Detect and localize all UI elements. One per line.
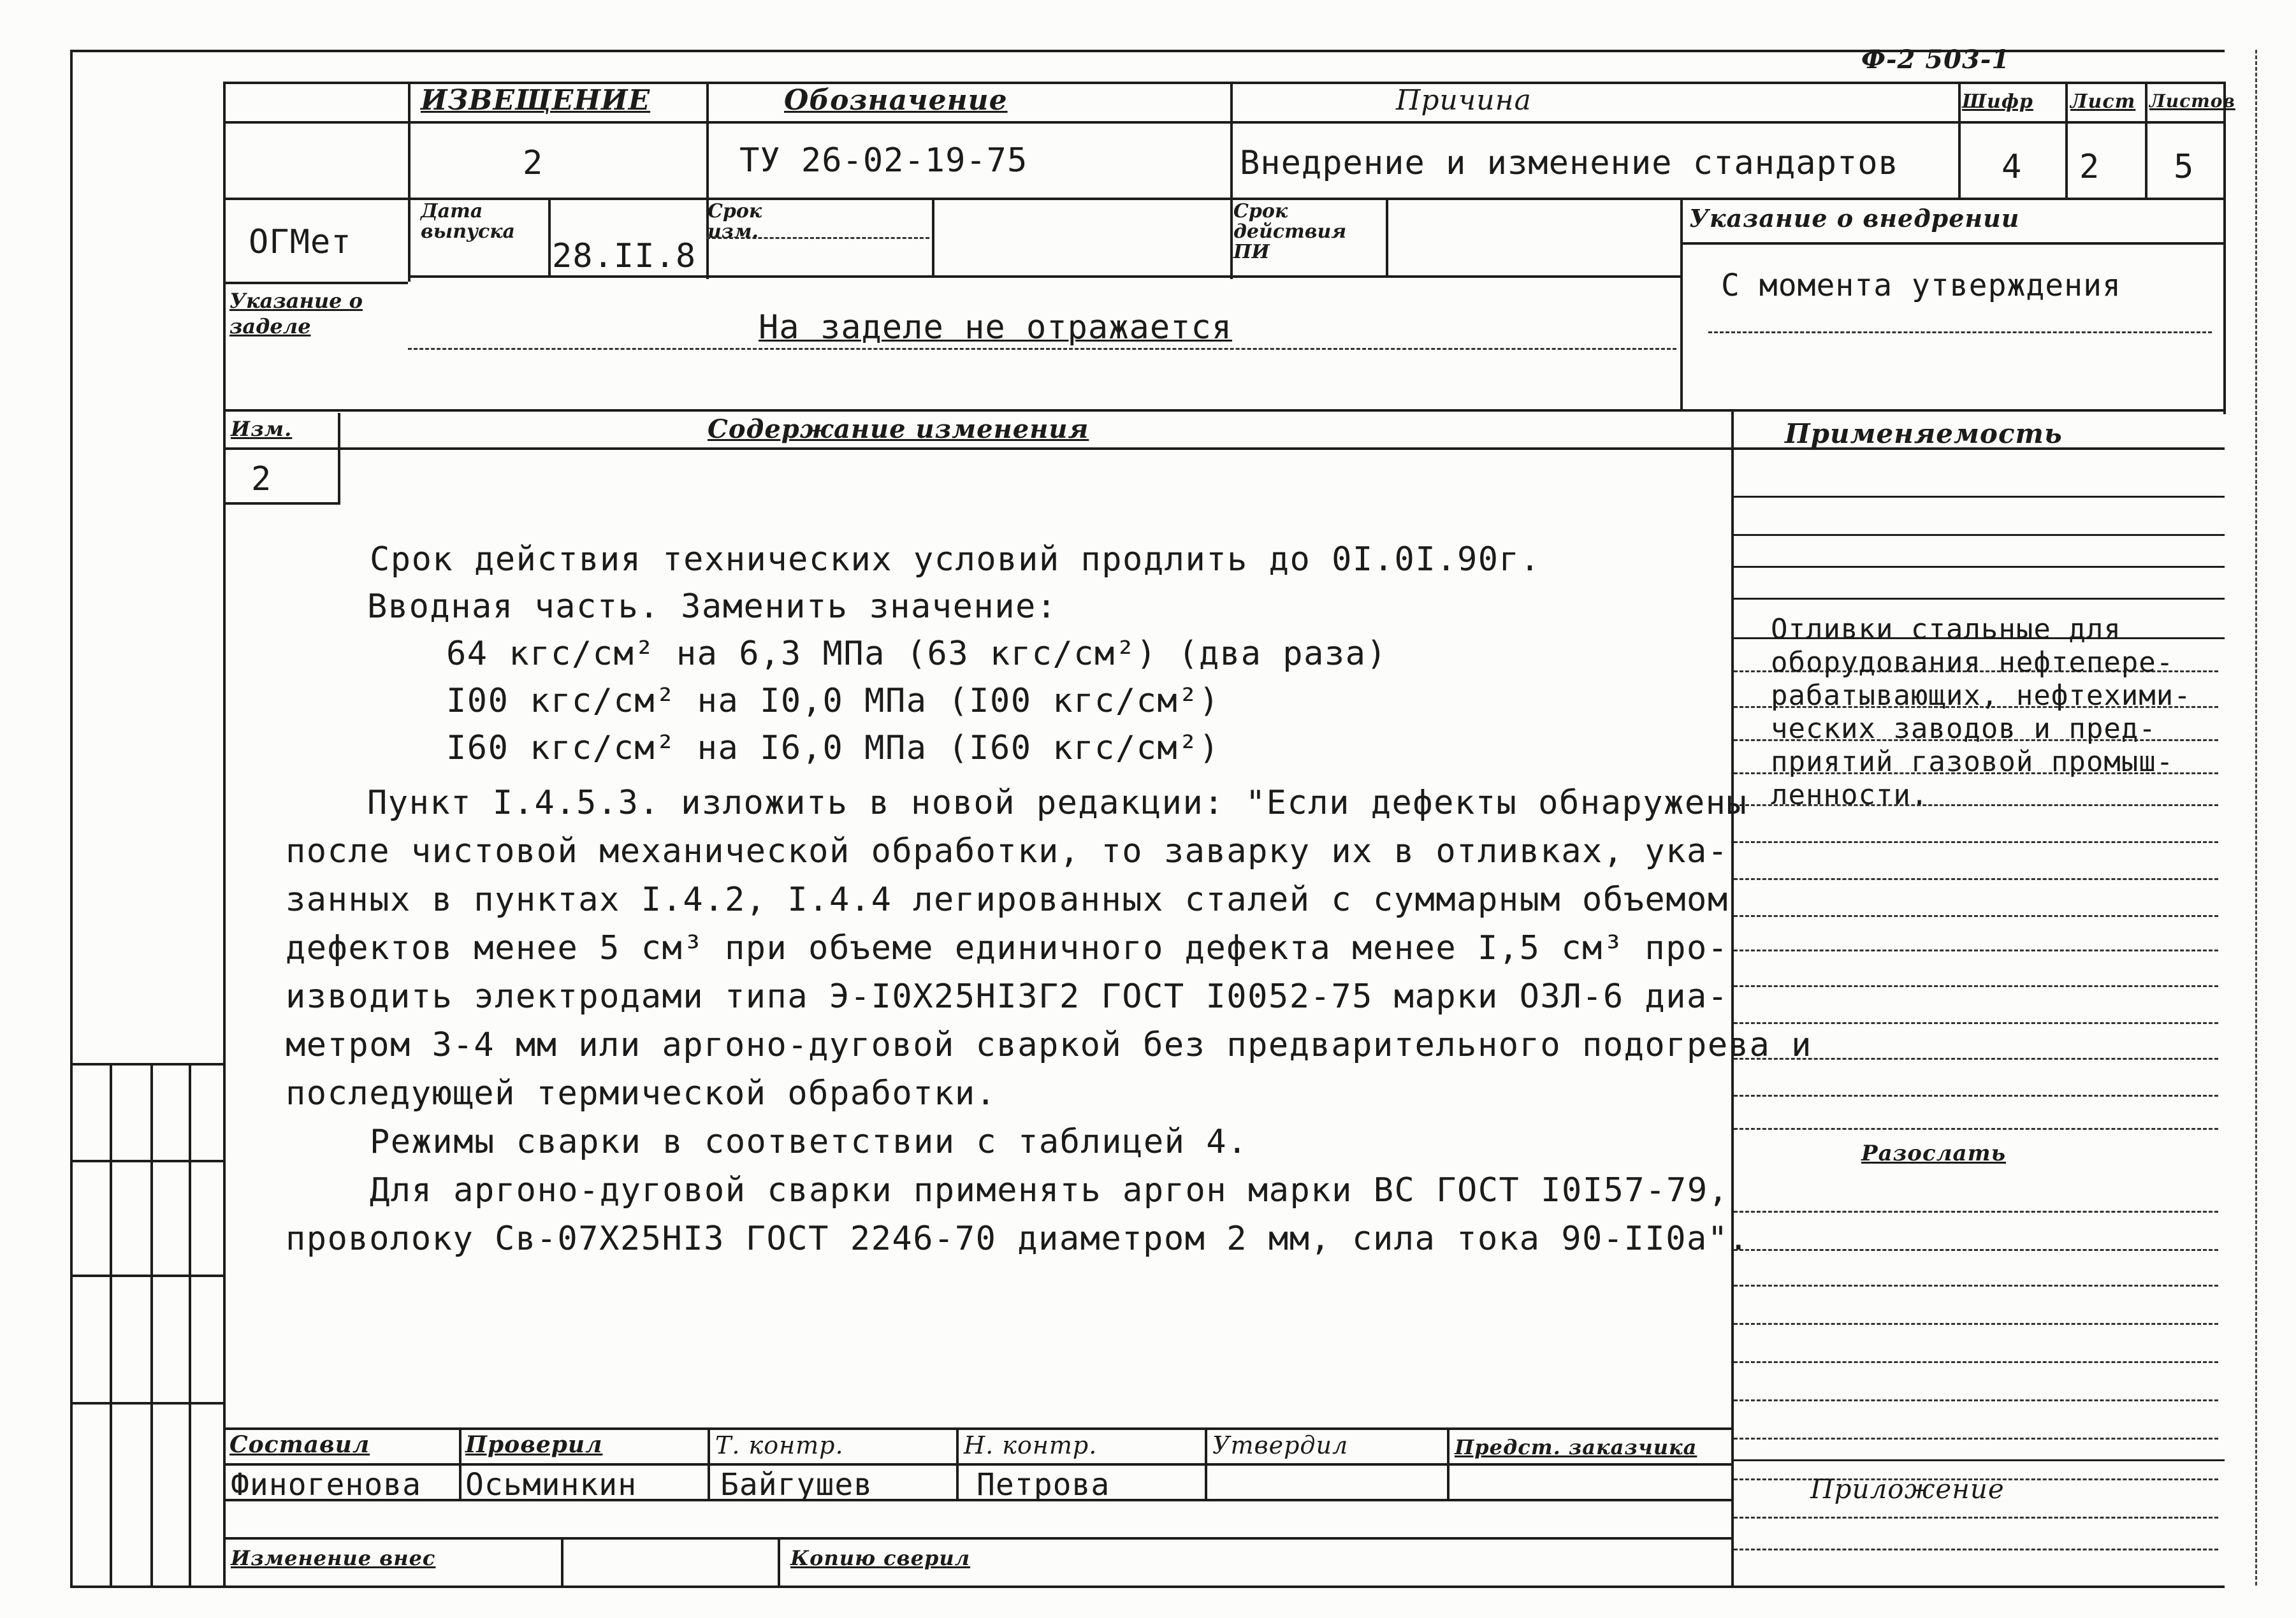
term-pi-label: Срок действия ПИ (1233, 200, 1347, 263)
body-line: 64 кгс/см² на 6,3 МПа (63 кгс/см²) (два раза) (446, 635, 1388, 673)
issue-date: 28.II.8 (552, 237, 697, 275)
reason-label: Причина (1396, 84, 1532, 117)
body-line: дефектов менее 5 см³ при объеме единичного дефекта менее I,5 см³ про- (286, 929, 1729, 967)
body-line: проволоку Св-07Х25НI3 ГОСТ 2246-70 диаметром 2 мм, сила тока 90-II0а". (286, 1220, 1750, 1258)
applicability-line: приятий газовой промыш- (1771, 746, 2174, 778)
sheet-value: 2 (2079, 148, 2100, 186)
customer-label: Предст. заказчика (1455, 1435, 1697, 1459)
applicability-line: Отливки стальные для (1771, 613, 2121, 646)
distribution-label: Разослать (1861, 1141, 2006, 1166)
code-value: 4 (2002, 148, 2023, 186)
reason-value: Внедрение и изменение стандартов (1240, 144, 1899, 182)
form-code: Ф-2 503-1 (1861, 45, 2010, 75)
tcontrol-label: Т. контр. (715, 1431, 844, 1459)
body-line: занных в пунктах I.4.2, I.4.4 легированных сталей с суммарным объемом (286, 881, 1729, 919)
issue-date-label: Дата выпуска (421, 200, 515, 243)
attachment-label: Приложение (1810, 1473, 2005, 1505)
content-title: Содержание изменения (708, 414, 1089, 444)
ncontrol-label: Н. контр. (964, 1431, 1098, 1459)
applicability-line: оборудования нефтепере- (1771, 646, 2174, 679)
body-line: Вводная часть. Заменить значение: (367, 588, 1057, 626)
approved-label: Утвердил (1212, 1431, 1349, 1459)
compiled-name: Финогенова (231, 1467, 421, 1503)
change-label: Изм. (231, 417, 293, 441)
applicability-line: ческих заводов и пред- (1771, 712, 2156, 745)
backlog-label: Указание о заделе (229, 289, 363, 338)
checked-label: Проверил (465, 1431, 603, 1458)
changes-made-label: Изменение внес (231, 1546, 436, 1570)
sheets-value: 5 (2174, 148, 2195, 186)
body-line: изводить электродами типа Э-I0Х25НI3Г2 ГОСТ I0052-75 марки ОЗЛ-6 диа- (286, 978, 1729, 1016)
change-number: 2 (251, 460, 272, 498)
term-label: Срок изм. (708, 200, 762, 243)
body-line: Для аргоно-дуговой сварки применять аргон марки ВС ГОСТ I0I57-79, (370, 1171, 1729, 1210)
body-line: Режимы сварки в соответствии с таблицей 4. (370, 1123, 1248, 1161)
body-line: I60 кгс/см² на I6,0 МПа (I60 кгс/см²) (446, 729, 1220, 767)
designation-value: ТУ 26-02-19-75 (739, 141, 1028, 180)
applicability-line: ленности. (1771, 779, 1929, 811)
code-label: Шифр (1962, 90, 2033, 113)
body-line: Срок действия технических условий продлить до 0I.0I.90г. (370, 540, 1541, 579)
applicability-label: Применяемость (1785, 418, 2063, 449)
copy-label: Копию сверил (790, 1546, 971, 1570)
sheet-label: Лист (2070, 90, 2136, 113)
applicability-line: рабатывающих, нефтехими- (1771, 679, 2191, 712)
ncontrol-name: Петрова (977, 1467, 1110, 1503)
body-line: после чистовой механической обработки, то заварку их в отливках, ука- (286, 832, 1729, 870)
department: ОГМет (249, 223, 352, 261)
implementation-value: С момента утверждения (1721, 268, 2121, 303)
notice-label: ИЗВЕЩЕНИЕ (421, 84, 651, 117)
body-line: последующей термической обработки. (286, 1074, 997, 1113)
compiled-label: Составил (229, 1431, 370, 1458)
sheets-label: Листов (2149, 90, 2235, 112)
body-line: I00 кгс/см² на I0,0 МПа (I00 кгс/см²) (446, 682, 1220, 720)
backlog-value: На заделе не отражается (759, 308, 1233, 347)
checked-name: Осьминкин (465, 1467, 637, 1503)
notice-number: 2 (523, 144, 544, 182)
implementation-label: Указание о внедрении (1689, 204, 2020, 233)
body-line: метром 3-4 мм или аргоно-дуговой сваркой без предварительного подогрева и (286, 1026, 1812, 1064)
body-line: Пункт I.4.5.3. изложить в новой редакции: "Если дефекты обнаружены (367, 784, 1748, 822)
designation-label: Обозначение (784, 84, 1008, 117)
tcontrol-name: Байгушев (720, 1467, 873, 1503)
